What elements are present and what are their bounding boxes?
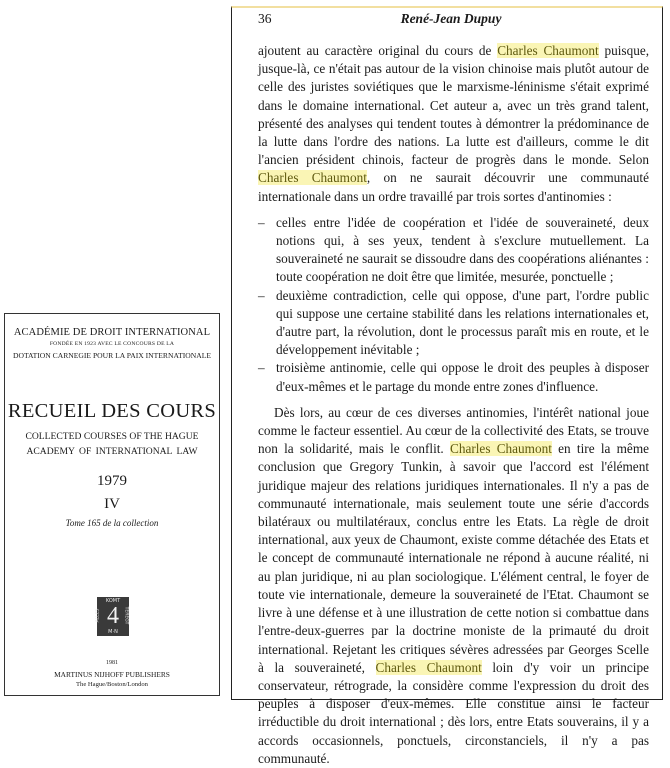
page-body	[258, 42, 649, 768]
logo-right-text: TEREGT	[123, 606, 129, 625]
cover-place: The Hague/Boston/London	[76, 681, 148, 688]
cover-subtitle-line1: COLLECTED COURSES OF THE HAGUE	[25, 431, 199, 442]
logo-top-text: KOMT	[105, 598, 121, 604]
list-item-text: deuxième contradiction, celle qui oppose, d'une part, l'ordre public qui suppose une certaine stabilité dans les relations internationales et, d'autre part, la révolution, dont le processus paraît mis en route, et le développement inévitable ;	[276, 287, 649, 358]
logo-left-text: ALLES	[95, 608, 101, 623]
running-head: René-Jean Dupuy	[400, 11, 502, 26]
cover-year: 1979	[97, 473, 127, 489]
list-item	[258, 359, 649, 395]
text-run: loin d'y voir un principe conservateur, rétrograde, la considère comme l'expression du droit des peuples à disposer d'eux-mêmes. Elle constitue ainsi le facteur irréductible du droit international ; dès lors, entre Etats souverains, il y a accords occasionnels, ponctuels, circonstanciels, il n'y a pas communauté.	[258, 659, 649, 766]
cover-founded: FONDÉE EN 1923 AVEC LE CONCOURS DE LA	[49, 341, 175, 347]
dash-bullet-icon: –	[258, 214, 265, 230]
highlight-charles-chaumont: Charles Chaumont	[258, 170, 367, 186]
logo-number: 4	[107, 603, 119, 629]
cover-publication-year: 1981	[106, 660, 118, 666]
page-number: 36	[258, 11, 272, 26]
highlight-charles-chaumont: Charles Chaumont	[450, 441, 552, 457]
cover-academy: ACADÉMIE DE DROIT INTERNATIONAL	[13, 327, 211, 338]
cover-tome: Tome 165 de la collection	[65, 518, 159, 528]
text-run: , on ne saurait découvrir une communauté internationale dans un ordre travaillé par trois sortes d'antinomies :	[258, 170, 649, 204]
cover-title: RECUEIL DES COURS	[7, 400, 217, 422]
logo-bottom-text: M·N	[108, 629, 118, 635]
list-item-text: troisième antinomie, celle qui oppose le droit des peuples à disposer d'eux-mêmes et le partage du monde entre zones d'influence.	[276, 360, 649, 394]
list-item	[258, 287, 649, 360]
text-run: ajoutent au caractère original du cours de	[258, 43, 498, 58]
highlight-charles-chaumont: Charles Chaumont	[375, 659, 482, 675]
cover-subtitle-line2: ACADEMY OF INTERNATIONAL LAW	[26, 446, 198, 457]
dash-bullet-icon: –	[258, 287, 265, 303]
list-item	[258, 214, 649, 287]
book-cover	[4, 313, 220, 696]
cover-publisher: MARTINUS NIJHOFF PUBLISHERS	[54, 670, 170, 679]
book-page	[231, 6, 663, 766]
text-run: en tire la même conclusion que Gregory Tunkin, à savoir que l'accord est l'élément juridique majeur des relations juridiques internationales. Il n'y a pas de communauté internationale, mais seulement toute une série d'accords bilatéraux ou multilatéraux, conclus entre les Etats. La règle de droit international, aux yeux de Chaumont, existe comme détachée des Etats et le concept de communauté internationale ne répond à aucune réalité, ni au plan juridique, ni au plan sociologique. L'élément central, le foyer de toute vie internationale, demeure la souveraineté de l'Etat. Chaumont se livre à une défense et à une illustration de cette notion si combattue dans l'entre-deux-guerres par la doctrine moniste de la primauté du droit international. Rejetant les critiques sévères adressées par Georges Scelle à la souveraineté,	[258, 441, 650, 675]
cover-dotation: DOTATION CARNEGIE POUR LA PAIX INTERNATIONALE	[12, 351, 211, 360]
text-run: puisque, jusque-là, ce n'était pas autour de la vision chinoise mais plutôt autour de celle des juristes soviétiques que le marxisme-léninisme s'était exprimé dans le domaine international. Cet auteur a, avec un très grand talent, présenté des analyses qui tendent toutes à démontrer la prédominance de la lutte dans l'ordre des nations. La lutte est d'ailleurs, comme le dit l'ancien président chinois, facteur de progrès dans le monde. Selon	[258, 43, 650, 168]
publisher-logo-icon	[97, 597, 129, 636]
text-run: Dès lors, au cœur de ces diverses antinomies, l'intérêt national joue comme le facteur essentiel. Au cœur de la collectivité des Etats, se trouve non la solidarité, mais le conflit.	[258, 404, 649, 457]
highlight-charles-chaumont: Charles Chaumont	[497, 43, 599, 58]
antinomies-list	[258, 214, 649, 396]
dash-bullet-icon: –	[258, 360, 265, 376]
list-item-text: celles entre l'idée de coopération et l'idée de souveraineté, deux notions qui, à ses yeux, tendent à s'exclure mutuellement. La souveraineté ne saurait se dissoudre dans des coopérations aliénantes : toute coopération ne doit être que limitée, mesurée, ponctuelle ;	[276, 214, 649, 285]
paragraph-2	[258, 404, 649, 768]
paragraph-1	[258, 42, 649, 206]
cover-volume: IV	[104, 496, 120, 512]
